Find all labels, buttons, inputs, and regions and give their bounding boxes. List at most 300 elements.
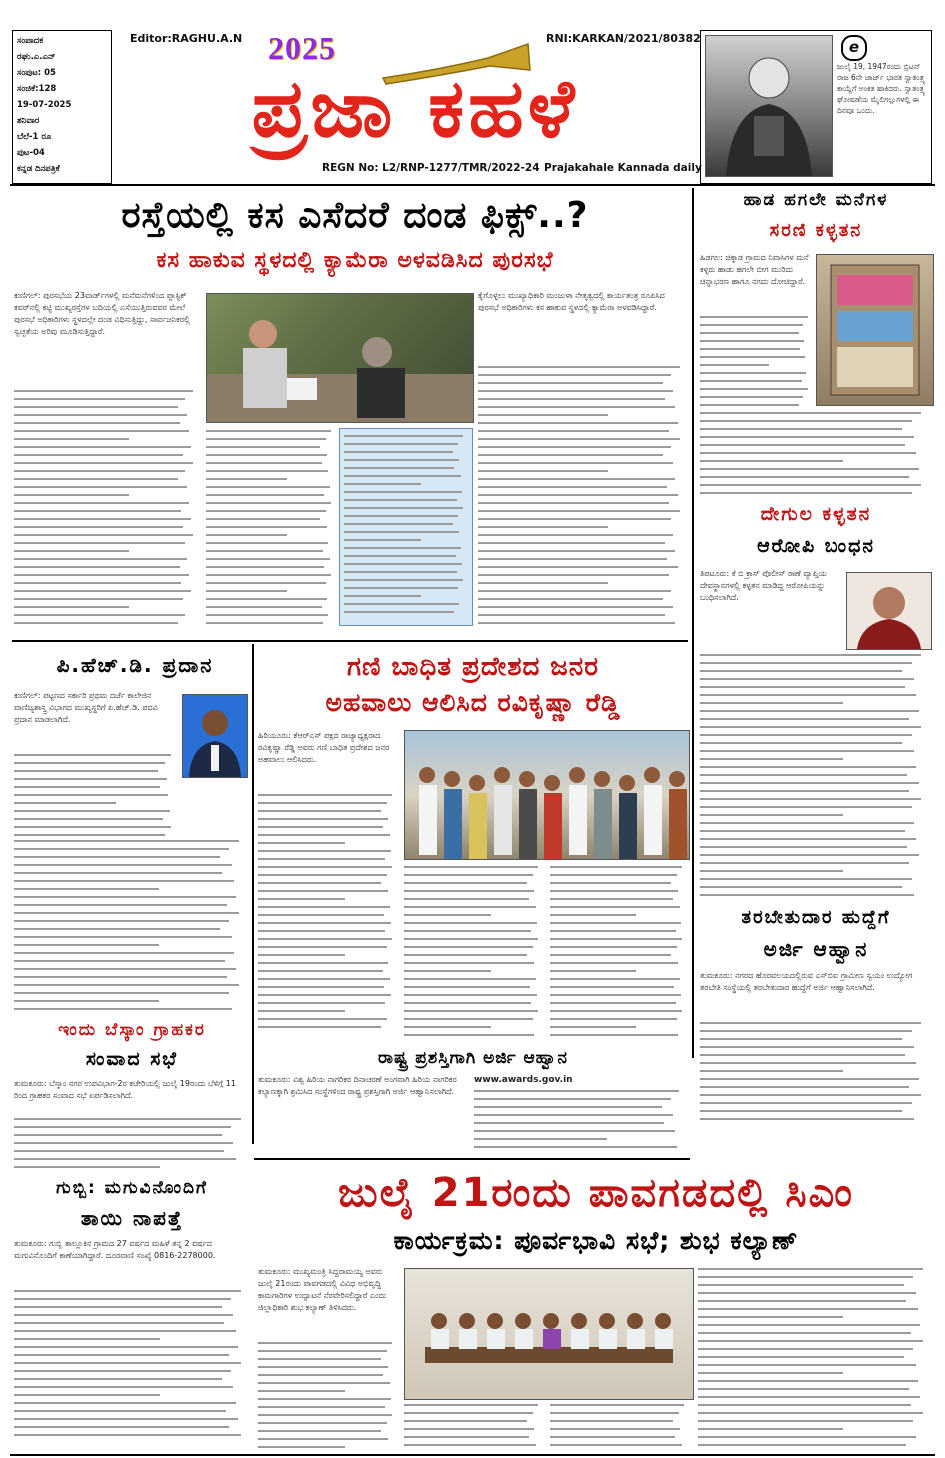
text-line xyxy=(700,894,914,896)
text-line xyxy=(344,587,458,589)
king-portrait xyxy=(705,35,833,177)
text-line xyxy=(478,582,608,584)
text-line xyxy=(700,396,803,398)
text-line xyxy=(404,922,537,924)
text-line xyxy=(206,526,327,528)
text-line xyxy=(14,778,167,780)
text-line xyxy=(206,558,330,560)
text-line xyxy=(404,906,536,908)
text-line xyxy=(258,834,390,836)
lead-bottom-rule xyxy=(12,640,688,642)
text-line xyxy=(550,1412,679,1414)
text-line xyxy=(478,550,675,552)
cm-col-3-lines xyxy=(550,1404,690,1452)
text-line xyxy=(258,1398,391,1400)
text-line xyxy=(700,710,919,712)
text-line xyxy=(404,978,536,980)
text-line xyxy=(404,914,491,916)
text-line xyxy=(258,1422,387,1424)
left-col-divider xyxy=(252,644,254,1144)
text-line xyxy=(700,854,919,856)
text-line xyxy=(344,475,461,477)
text-line xyxy=(478,590,671,592)
text-line xyxy=(258,866,392,868)
wardrobe-photo xyxy=(816,254,934,406)
masthead-info-line: 19-07-2025 xyxy=(17,100,72,110)
text-line xyxy=(700,428,902,430)
text-line xyxy=(698,1340,923,1342)
masthead-info-line: ಸಂಚಿಕೆ:128 xyxy=(17,84,57,94)
text-line xyxy=(474,1098,671,1100)
text-line xyxy=(700,316,808,318)
text-line xyxy=(478,574,669,576)
right-col-divider xyxy=(692,188,694,1058)
text-line xyxy=(206,582,326,584)
lead-inset-box xyxy=(339,428,473,626)
text-line xyxy=(474,1106,662,1108)
text-line xyxy=(258,1430,381,1432)
text-line xyxy=(14,390,193,392)
lead-col-2 xyxy=(206,428,336,628)
text-line xyxy=(550,930,676,932)
text-line xyxy=(344,491,462,493)
text-line xyxy=(14,1314,233,1316)
text-line xyxy=(258,1350,387,1352)
mining-col-1-lines xyxy=(258,794,398,1034)
cm-col-1 xyxy=(258,1266,398,1452)
text-line xyxy=(206,574,331,576)
text-line xyxy=(14,1142,233,1144)
cm-headline-1: ಜುಲೈ 21ರಂದು ಪಾವಗಡದಲ್ಲಿ ಸಿಎಂ xyxy=(337,1170,854,1216)
text-line xyxy=(478,526,608,528)
text-line xyxy=(700,1062,916,1064)
masthead-rule xyxy=(10,184,935,186)
lead-subhead: ಕಸ ಹಾಕುವ ಸ್ಥಳದಲ್ಲಿ ಕ್ಯಾಮೆರಾ ಅಳವಡಿಸಿದ ಪುರಸಭೆ xyxy=(156,248,554,273)
text-line xyxy=(700,870,843,872)
text-line xyxy=(258,1018,387,1020)
gubbi-text: ತುಮಕೂರು: ಗುಬ್ಬಿ ತಾಲ್ಲೂಕಿನ ಗ್ರಾಮದ 27 ವರ್ಷದ ಮಹಿಳೆ ತನ್ನ 2 ವರ್ಷದ ಮಗುವಿನೊಂದಿಗೆ ಕಾಣೆಯಾಗಿದ್ದಾರೆ. ದೂರವಾಣಿ ಸಂಖ್ಯೆ 0816-2278000. xyxy=(14,1239,216,1260)
text-line xyxy=(206,542,328,544)
text-line xyxy=(258,818,388,820)
text-line xyxy=(404,1010,538,1012)
tagline: Prajakahale Kannada daily xyxy=(544,162,702,174)
text-line xyxy=(14,762,165,764)
text-line xyxy=(14,1306,222,1308)
crowd-body xyxy=(494,785,512,855)
cm-headline-2: ಕಾರ್ಯಕ್ರಮ: ಪೂರ್ವಭಾವಿ ಸಭೆ; ಶುಭ ಕಲ್ಯಾಣ್ xyxy=(393,1226,799,1255)
mining-col-3-lines xyxy=(550,866,688,1040)
text-line xyxy=(478,430,669,432)
text-line xyxy=(14,558,187,560)
text-line xyxy=(14,952,234,954)
text-line xyxy=(14,1378,222,1380)
text-line xyxy=(404,1444,536,1446)
text-line xyxy=(344,459,459,461)
text-line xyxy=(478,622,675,624)
text-line xyxy=(550,922,681,924)
text-line xyxy=(550,890,678,892)
text-line xyxy=(550,938,682,940)
lead-col-3-lead: ಕೈಗೊಳ್ಳಲು ಮುಖ್ಯಾಧಿಕಾರಿ ಮಂಜುಳಾ ನೇತೃತ್ವದಲ್ಲಿ ಕಾರ್ಯತಂತ್ರ ರೂಪಿಸಿದ ಪುರಸಭೆ ಅಧಿಕಾರಿಗಳು ಕಸ ಹಾಕುವ ಸ್ಥಳದಲ್ಲಿ ಕ್ಯಾಮೆರಾ ಅಳವಡಿಸಿದ್ದಾರೆ. xyxy=(478,291,665,312)
text-line xyxy=(478,510,680,512)
text-line xyxy=(478,478,675,480)
text-line xyxy=(550,866,682,868)
text-line xyxy=(14,888,159,890)
text-line xyxy=(14,872,222,874)
text-line xyxy=(478,422,678,424)
text-line xyxy=(478,486,667,488)
text-line xyxy=(14,590,191,592)
text-line xyxy=(550,978,680,980)
text-line xyxy=(698,1300,906,1302)
text-line xyxy=(258,954,345,956)
text-line xyxy=(14,1410,226,1412)
text-line xyxy=(700,1078,919,1080)
text-line xyxy=(478,366,680,368)
text-line xyxy=(14,1330,236,1332)
lead-photo-scene xyxy=(207,294,473,422)
phd-title: ಪಿ.ಹೆಚ್.ಡಿ. ಪ್ರದಾನ xyxy=(56,653,214,677)
meeting-person-body xyxy=(543,1329,561,1349)
text-line xyxy=(550,1002,676,1004)
crowd-head xyxy=(569,767,585,783)
text-line xyxy=(258,1010,345,1012)
mining-text: ಹಿರಿಯೂರು: ಕೆಆರ್‌ಎಸ್ ಪಕ್ಷದ ರಾಜ್ಯಾಧ್ಯಕ್ಷರಾದ ರವಿಕೃಷ್ಣಾ ರೆಡ್ಡಿ ಅವರು ಗಣಿ ಬಾಧಿತ ಪ್ರದೇಶದ ಜನರ ಅಹವಾಲು ಆಲಿಸಿದರು. xyxy=(258,731,390,764)
text-line xyxy=(700,348,800,350)
text-line xyxy=(206,598,327,600)
phd-portrait xyxy=(183,695,247,777)
text-line xyxy=(14,470,185,472)
cm-col-3 xyxy=(550,1402,690,1454)
text-line xyxy=(550,1404,684,1406)
text-line xyxy=(700,734,912,736)
text-line xyxy=(700,726,921,728)
meeting-person-head xyxy=(431,1313,447,1329)
text-line xyxy=(344,595,421,597)
text-line xyxy=(14,598,183,600)
text-line xyxy=(14,976,227,978)
crowd-head xyxy=(669,771,685,787)
text-line xyxy=(700,388,808,390)
text-line xyxy=(700,878,912,880)
text-line xyxy=(14,1134,222,1136)
text-line xyxy=(258,914,384,916)
gubbi-title-1: ಗುಬ್ಬಿ: ಮಗುವಿನೊಂದಿಗೆ xyxy=(56,1178,208,1198)
text-line xyxy=(550,1420,673,1422)
history-text: ಜುಲೈ 19, 1947ರಂದು ಬ್ರಿಟನ್ ರಾಜ 6ನೇ ಜಾರ್ಜ್ ಭಾರತ ಸ್ವಾತಂತ್ರ್ಯ ಕಾಯ್ದೆಗೆ ಅಂಕಿತ ಹಾಕಿದರು. ಸ್ವಾತಂತ್ರ್ಯ ಘೋಷಣೆಯ ಮೈಲಿಗಲ್ಲುಗಳಲ್ಲಿ ಈ ದಿನವೂ ಒಂದು. xyxy=(837,62,926,115)
text-line xyxy=(258,1026,381,1028)
text-line xyxy=(550,1034,678,1036)
text-line xyxy=(478,614,665,616)
crowd-head xyxy=(419,767,435,783)
text-line xyxy=(698,1436,916,1438)
text-line xyxy=(700,420,912,422)
text-line xyxy=(14,928,220,930)
temple-text: ತಿಪಟೂರು: ಕೆ ಬಿ ಕ್ರಾಸ್ ಪೊಲೀಸ್ ಠಾಣೆ ವ್ಯಾಪ್ತಿಯ ದೇವಸ್ಥಾನಗಳಲ್ಲಿ ಕಳ್ಳತನ ಮಾಡಿದ್ದ ಆರೋಪಿಯನ್ನು ಬಂಧಿಸಲಾಗಿದೆ. xyxy=(700,569,827,602)
text-line xyxy=(14,478,178,480)
text-line xyxy=(258,794,392,796)
text-line xyxy=(14,864,232,866)
mining-col-2 xyxy=(404,864,544,1040)
text-line xyxy=(206,622,323,624)
text-line xyxy=(698,1356,904,1358)
text-line xyxy=(14,1290,241,1292)
text-line xyxy=(206,438,326,440)
text-line xyxy=(404,1002,531,1004)
text-line xyxy=(258,922,391,924)
text-line xyxy=(14,912,239,914)
text-line xyxy=(206,470,328,472)
text-line xyxy=(698,1388,909,1390)
temple-title-2: ಆರೋಪಿ ಬಂಧನ xyxy=(757,535,875,557)
text-line xyxy=(14,856,220,858)
text-line xyxy=(14,518,191,520)
mining-col-1 xyxy=(258,730,398,1038)
meeting-person-head xyxy=(515,1313,531,1329)
text-line xyxy=(404,866,538,868)
text-line xyxy=(258,850,391,852)
text-line xyxy=(550,986,674,988)
lead-col-1-text xyxy=(14,390,200,630)
text-line xyxy=(14,880,234,882)
text-line xyxy=(14,1298,231,1300)
text-line xyxy=(404,882,527,884)
text-line xyxy=(258,842,345,844)
masthead-info-line: ಶನಿವಾರ xyxy=(17,116,40,126)
text-line xyxy=(258,1414,392,1416)
crowd-body xyxy=(444,789,462,859)
text-line xyxy=(700,1110,902,1112)
text-line xyxy=(404,1018,533,1020)
masthead-info-line: ರಘು.ಎ.ಎನ್ xyxy=(17,52,56,62)
text-line xyxy=(550,1428,680,1430)
text-line xyxy=(700,1022,921,1024)
text-line xyxy=(698,1372,843,1374)
text-line xyxy=(700,476,909,478)
text-line xyxy=(700,750,914,752)
cm-col-2 xyxy=(404,1402,544,1454)
mid-rule xyxy=(254,1158,690,1160)
text-line xyxy=(14,1434,241,1436)
text-line xyxy=(700,758,843,760)
text-line xyxy=(550,1010,682,1012)
text-line xyxy=(14,406,178,408)
masthead-info-line: ಸಂಪುಟ: 05 xyxy=(17,68,56,78)
lead-col-1 xyxy=(14,290,200,630)
text-line xyxy=(258,874,387,876)
crowd-head xyxy=(619,775,635,791)
text-line xyxy=(478,406,675,408)
text-line xyxy=(478,518,671,520)
text-line xyxy=(700,846,907,848)
text-line xyxy=(700,806,912,808)
text-line xyxy=(698,1412,923,1414)
text-line xyxy=(700,436,914,438)
bescom-text: ತುಮಕೂರು: ಬೆಸ್ಕಾಂ ನಗರ ಉಪವಿಭಾಗ-2ರ ಕಚೇರಿಯಲ್ಲಿ ಜುಲೈ 19ರಂದು ಬೆಳಿಗ್ಗೆ 11 ರಿಂದ ಗ್ರಾಹಕರ ಸಂವಾದ ಸಭೆ ಏರ್ಪಡಿಸಲಾಗಿದೆ. xyxy=(14,1079,236,1100)
text-line xyxy=(700,718,909,720)
e-paper-logo: e xyxy=(841,35,867,61)
text-line xyxy=(700,324,803,326)
text-line xyxy=(700,1046,914,1048)
text-line xyxy=(206,550,323,552)
text-line xyxy=(474,1138,607,1140)
text-line xyxy=(206,494,324,496)
award-col-2-lines xyxy=(474,1090,688,1154)
meeting-person-head xyxy=(599,1313,615,1329)
crowd-body xyxy=(419,785,437,855)
text-line xyxy=(14,566,180,568)
text-line xyxy=(258,906,390,908)
text-line xyxy=(14,1150,224,1152)
lead-col-2-text xyxy=(206,430,336,628)
job-text-lines xyxy=(700,1022,930,1126)
job-title-2: ಅರ್ಜಿ ಆಹ್ವಾನ xyxy=(763,937,869,961)
text-line xyxy=(258,882,381,884)
text-line xyxy=(700,1118,914,1120)
text-line xyxy=(550,1436,675,1438)
meeting-person-body xyxy=(459,1329,477,1349)
text-line xyxy=(206,430,331,432)
job-title-1: ತರಬೇತುದಾರ ಹುದ್ದೆಗೆ xyxy=(741,907,891,928)
crowd-body xyxy=(569,785,587,855)
text-line xyxy=(700,404,799,406)
meeting-person-head xyxy=(487,1313,503,1329)
phd-body-2 xyxy=(14,784,248,1014)
text-line xyxy=(14,414,187,416)
text-line xyxy=(698,1404,911,1406)
text-line xyxy=(206,502,331,504)
regn-number: REGN No: L2/RNP-1277/TMR/2022-24 xyxy=(322,162,540,174)
year-badge: 2025 xyxy=(268,30,336,66)
text-line xyxy=(344,555,456,557)
accused-photo xyxy=(846,572,932,650)
gubbi-title-2: ತಾಯಿ ನಾಪತ್ತೆ xyxy=(80,1206,184,1230)
text-line xyxy=(14,1126,231,1128)
text-line xyxy=(14,1418,238,1420)
meeting-person-body xyxy=(431,1329,449,1349)
text-line xyxy=(700,372,806,374)
text-line xyxy=(14,1426,229,1428)
wardrobe-scene xyxy=(817,255,933,405)
text-line xyxy=(258,802,387,804)
masthead-info-line: ಪುಟ-04 xyxy=(17,148,45,158)
text-line xyxy=(14,968,236,970)
text-line xyxy=(14,1118,241,1120)
job-text: ತುಮಕೂರು: ನಗರದ ಹೊರವಲಯದಲ್ಲಿರುವ ಎಸ್‌ಬಿಐ ಗ್ರಾಮೀಣ ಸ್ವಯಂ ಉದ್ಯೋಗ ತರಬೇತಿ ಸಂಸ್ಥೆಯಲ್ಲಿ ತರಬೇತುದಾರ ಹುದ್ದೆಗೆ ಅರ್ಜಿ ಆಹ್ವಾನಿಸಲಾಗಿದೆ. xyxy=(700,971,913,992)
text-line xyxy=(14,398,185,400)
text-line xyxy=(478,374,671,376)
text-line xyxy=(258,978,390,980)
gubbi-lines xyxy=(14,1290,250,1442)
text-line xyxy=(14,502,189,504)
text-line xyxy=(404,1034,534,1036)
meeting-scene xyxy=(405,1269,693,1399)
crowd-body xyxy=(544,793,562,859)
bescom-body xyxy=(14,1078,250,1170)
rni-number: RNI:KARKAN/2021/80382 xyxy=(546,32,701,45)
text-line xyxy=(258,1438,388,1440)
text-line xyxy=(404,874,533,876)
text-line xyxy=(206,446,320,448)
text-line xyxy=(14,904,227,906)
text-line xyxy=(474,1130,675,1132)
mining-crowd xyxy=(405,731,689,859)
text-line xyxy=(14,422,180,424)
text-line xyxy=(206,614,328,616)
text-line xyxy=(700,356,805,358)
text-line xyxy=(700,782,919,784)
text-line xyxy=(550,954,671,956)
text-line xyxy=(344,483,421,485)
text-line xyxy=(206,486,330,488)
text-line xyxy=(258,986,384,988)
text-line xyxy=(258,970,383,972)
text-line xyxy=(14,920,229,922)
text-line xyxy=(404,1428,534,1430)
text-line xyxy=(698,1324,920,1326)
temple-body-2 xyxy=(700,652,930,900)
text-line xyxy=(14,1008,232,1010)
text-line xyxy=(700,662,912,664)
text-line xyxy=(404,1026,491,1028)
meeting-person-head xyxy=(571,1313,587,1329)
text-line xyxy=(14,510,181,512)
text-line xyxy=(14,960,225,962)
text-line xyxy=(14,1354,229,1356)
text-line xyxy=(700,862,909,864)
text-line xyxy=(206,454,327,456)
text-line xyxy=(698,1420,913,1422)
text-line xyxy=(700,838,916,840)
crowd-body xyxy=(619,793,637,859)
paper-title: ಪ್ರಜಾ ಕಹಳೆ xyxy=(251,61,579,155)
text-line xyxy=(478,398,665,400)
text-line xyxy=(700,1094,921,1096)
text-line xyxy=(14,550,129,552)
text-line xyxy=(700,340,804,342)
text-line xyxy=(404,1420,527,1422)
mining-col-2-lines xyxy=(404,866,544,1040)
text-line xyxy=(700,1038,902,1040)
text-line xyxy=(478,438,680,440)
text-line xyxy=(258,898,345,900)
text-line xyxy=(698,1428,843,1430)
meeting-person-head xyxy=(459,1313,475,1329)
text-line xyxy=(14,896,236,898)
text-line xyxy=(14,486,187,488)
lead-inset-text xyxy=(344,435,468,619)
text-line xyxy=(14,1386,233,1388)
text-line xyxy=(550,898,673,900)
text-line xyxy=(344,523,453,525)
text-line xyxy=(344,435,463,437)
text-line xyxy=(550,1018,677,1020)
cm-col-1-lines xyxy=(258,1342,398,1452)
crowd-head xyxy=(494,767,510,783)
text-line xyxy=(206,518,320,520)
crowd-body xyxy=(644,785,662,855)
portrait-figure xyxy=(706,36,832,176)
text-line xyxy=(404,954,527,956)
text-line xyxy=(14,494,129,496)
text-line xyxy=(14,840,239,842)
text-line xyxy=(550,874,677,876)
cm-col-4-lines xyxy=(698,1268,932,1452)
text-line xyxy=(404,930,531,932)
meeting-person-body xyxy=(655,1329,673,1349)
text-line xyxy=(550,1444,682,1446)
text-line xyxy=(478,454,663,456)
